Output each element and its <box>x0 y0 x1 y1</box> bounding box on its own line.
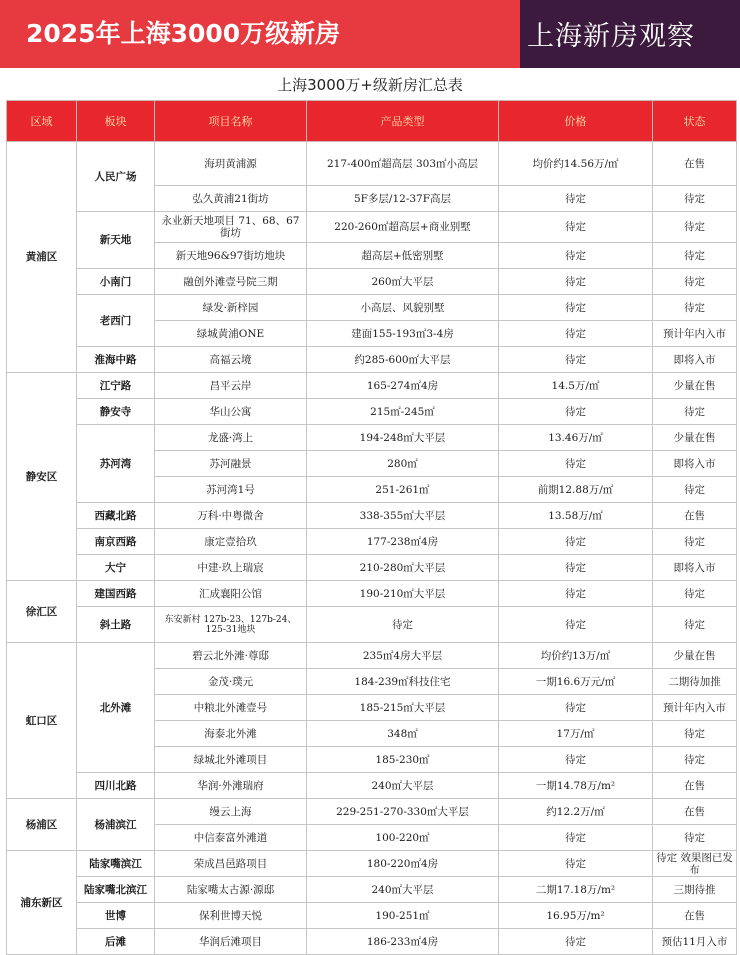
column-header-region: 区域 <box>7 101 77 142</box>
block-cell: 南京西路 <box>77 529 155 555</box>
table-row <box>7 269 737 295</box>
price-cell: 待定 <box>499 243 653 269</box>
table-row <box>7 851 737 877</box>
status-cell: 待定 <box>653 269 737 295</box>
status-cell: 三期待推 <box>653 877 737 903</box>
project-cell: 绿城北外滩项目 <box>155 747 307 773</box>
block-cell: 建国西路 <box>77 581 155 607</box>
block-cell: 小南门 <box>77 269 155 295</box>
region-cell: 杨浦区 <box>7 799 77 851</box>
status-cell: 即将入市 <box>653 451 737 477</box>
price-cell: 待定 <box>499 929 653 955</box>
price-cell: 待定 <box>499 581 653 607</box>
product-cell: 177-238㎡4房 <box>307 529 499 555</box>
status-cell: 待定 <box>653 529 737 555</box>
product-cell: 5F多层/12-37F高层 <box>307 186 499 212</box>
table-title: 上海3000万+级新房汇总表 <box>277 76 463 94</box>
status-cell: 在售 <box>653 799 737 825</box>
table-row <box>7 529 737 555</box>
block-cell: 人民广场 <box>77 142 155 212</box>
project-cell: 碧云北外滩·尊邸 <box>155 643 307 669</box>
table-row <box>7 347 737 373</box>
status-cell: 少量在售 <box>653 425 737 451</box>
price-cell: 待定 <box>499 555 653 581</box>
project-cell: 高福云境 <box>155 347 307 373</box>
price-cell: 一期14.78万/m² <box>499 773 653 799</box>
table-row <box>7 799 737 825</box>
table-row <box>7 555 737 581</box>
price-cell: 待定 <box>499 347 653 373</box>
block-cell: 四川北路 <box>77 773 155 799</box>
product-cell: 185-230㎡ <box>307 747 499 773</box>
price-cell: 待定 <box>499 269 653 295</box>
price-cell: 待定 <box>499 747 653 773</box>
table-row <box>7 142 737 186</box>
table-row <box>7 903 737 929</box>
table-header-row <box>7 101 737 142</box>
price-cell: 待定 <box>499 695 653 721</box>
column-header-project: 项目名称 <box>155 101 307 142</box>
product-cell: 185-215㎡大平层 <box>307 695 499 721</box>
product-cell: 229-251-270-330㎡大平层 <box>307 799 499 825</box>
status-cell: 待定 效果图已发布 <box>653 851 737 877</box>
price-cell: 一期16.6万元/㎡ <box>499 669 653 695</box>
product-cell: 待定 <box>307 607 499 643</box>
status-cell: 在售 <box>653 903 737 929</box>
column-header-block: 板块 <box>77 101 155 142</box>
product-cell: 280㎡ <box>307 451 499 477</box>
status-cell: 即将入市 <box>653 555 737 581</box>
project-cell: 中粮北外滩壹号 <box>155 695 307 721</box>
block-cell: 江宁路 <box>77 373 155 399</box>
project-cell: 新天地96&97街坊地块 <box>155 243 307 269</box>
status-cell: 二期待加推 <box>653 669 737 695</box>
price-cell: 16.95万/m² <box>499 903 653 929</box>
price-cell: 待定 <box>499 825 653 851</box>
status-cell: 待定 <box>653 399 737 425</box>
product-cell: 165-274㎡4房 <box>307 373 499 399</box>
project-cell: 绿城黄浦ONE <box>155 321 307 347</box>
region-cell: 虹口区 <box>7 643 77 799</box>
price-cell: 前期12.88万/㎡ <box>499 477 653 503</box>
project-cell: 金茂·璞元 <box>155 669 307 695</box>
table-row <box>7 399 737 425</box>
price-cell: 17万/㎡ <box>499 721 653 747</box>
status-cell: 待定 <box>653 295 737 321</box>
status-cell: 预计年内入市 <box>653 321 737 347</box>
price-cell: 均价约14.56万/㎡ <box>499 142 653 186</box>
price-cell: 14.5万/㎡ <box>499 373 653 399</box>
project-cell: 华润·外滩瑞府 <box>155 773 307 799</box>
status-cell: 待定 <box>653 243 737 269</box>
block-cell: 苏河湾 <box>77 425 155 503</box>
project-cell: 汇成襄阳公馆 <box>155 581 307 607</box>
project-cell: 陆家嘴太古源·源邸 <box>155 877 307 903</box>
price-cell: 待定 <box>499 321 653 347</box>
product-cell: 251-261㎡ <box>307 477 499 503</box>
project-cell: 海玥黄浦源 <box>155 142 307 186</box>
product-cell: 217-400㎡超高层 303㎡小高层 <box>307 142 499 186</box>
region-cell: 静安区 <box>7 373 77 581</box>
price-cell: 二期17.18万/m² <box>499 877 653 903</box>
project-cell: 昌平云岸 <box>155 373 307 399</box>
product-cell: 235㎡4房大平层 <box>307 643 499 669</box>
status-cell: 预估11月入市 <box>653 929 737 955</box>
block-cell: 后滩 <box>77 929 155 955</box>
project-cell: 海泰北外滩 <box>155 721 307 747</box>
table-row <box>7 643 737 669</box>
price-cell: 约12.2万/㎡ <box>499 799 653 825</box>
status-cell: 待定 <box>653 477 737 503</box>
product-cell: 190-210㎡大平层 <box>307 581 499 607</box>
project-cell: 弘久黄浦21街坊 <box>155 186 307 212</box>
block-cell: 北外滩 <box>77 643 155 773</box>
product-cell: 186-233㎡4房 <box>307 929 499 955</box>
block-cell: 淮海中路 <box>77 347 155 373</box>
status-cell: 待定 <box>653 186 737 212</box>
block-cell: 新天地 <box>77 212 155 269</box>
project-cell: 中信泰富外滩道 <box>155 825 307 851</box>
project-cell: 保利世博天悦 <box>155 903 307 929</box>
project-cell: 永业新天地项目 71、68、67街坊 <box>155 212 307 243</box>
status-cell: 少量在售 <box>653 643 737 669</box>
status-cell: 待定 <box>653 747 737 773</box>
status-cell: 待定 <box>653 721 737 747</box>
product-cell: 338-355㎡大平层 <box>307 503 499 529</box>
block-cell: 杨浦滨江 <box>77 799 155 851</box>
status-cell: 待定 <box>653 581 737 607</box>
table-row <box>7 295 737 321</box>
project-cell: 华山公寓 <box>155 399 307 425</box>
product-cell: 240㎡大平层 <box>307 877 499 903</box>
price-cell: 待定 <box>499 851 653 877</box>
product-cell: 215㎡-245㎡ <box>307 399 499 425</box>
table-row <box>7 212 737 243</box>
price-cell: 均价约13万/㎡ <box>499 643 653 669</box>
region-cell: 徐汇区 <box>7 581 77 643</box>
project-cell: 康定壹拾玖 <box>155 529 307 555</box>
product-cell: 建面155-193㎡3-4房 <box>307 321 499 347</box>
price-cell: 待定 <box>499 607 653 643</box>
header-banner <box>0 0 740 68</box>
block-cell: 世博 <box>77 903 155 929</box>
project-cell: 绿发·新梓园 <box>155 295 307 321</box>
project-cell: 缦云上海 <box>155 799 307 825</box>
block-cell: 大宁 <box>77 555 155 581</box>
product-cell: 约285-600㎡大平层 <box>307 347 499 373</box>
project-cell: 东安新村 127b-23、127b-24、125-31地块 <box>155 607 307 643</box>
status-cell: 预计年内入市 <box>653 695 737 721</box>
project-cell: 华润后滩项目 <box>155 929 307 955</box>
region-cell: 黄浦区 <box>7 142 77 373</box>
table-row <box>7 373 737 399</box>
price-cell: 待定 <box>499 529 653 555</box>
block-cell: 陆家嘴北滨江 <box>77 877 155 903</box>
product-cell: 240㎡大平层 <box>307 773 499 799</box>
status-cell: 在售 <box>653 503 737 529</box>
status-cell: 待定 <box>653 607 737 643</box>
project-cell: 万科·中粤微舍 <box>155 503 307 529</box>
table-row <box>7 503 737 529</box>
price-cell: 待定 <box>499 186 653 212</box>
table-row <box>7 877 737 903</box>
price-cell: 13.58万/㎡ <box>499 503 653 529</box>
summary-table <box>6 100 737 955</box>
price-cell: 待定 <box>499 212 653 243</box>
product-cell: 100-220㎡ <box>307 825 499 851</box>
product-cell: 190-251㎡ <box>307 903 499 929</box>
product-cell: 184-239㎡科技住宅 <box>307 669 499 695</box>
status-cell: 在售 <box>653 773 737 799</box>
project-cell: 龙盛·湾上 <box>155 425 307 451</box>
table-row <box>7 773 737 799</box>
product-cell: 小高层、风貌别墅 <box>307 295 499 321</box>
block-cell: 静安寺 <box>77 399 155 425</box>
product-cell: 348㎡ <box>307 721 499 747</box>
status-cell: 即将入市 <box>653 347 737 373</box>
status-cell: 在售 <box>653 142 737 186</box>
status-cell: 待定 <box>653 825 737 851</box>
price-cell: 13.46万/㎡ <box>499 425 653 451</box>
block-cell: 老西门 <box>77 295 155 347</box>
block-cell: 西藏北路 <box>77 503 155 529</box>
status-cell: 待定 <box>653 212 737 243</box>
project-cell: 融创外滩壹号院三期 <box>155 269 307 295</box>
table-row <box>7 581 737 607</box>
status-cell: 少量在售 <box>653 373 737 399</box>
banner-title: 2025年上海3000万级新房 <box>26 19 341 48</box>
project-cell: 苏河融景 <box>155 451 307 477</box>
project-cell: 苏河湾1号 <box>155 477 307 503</box>
column-header-price: 价格 <box>499 101 653 142</box>
product-cell: 180-220㎡4房 <box>307 851 499 877</box>
price-cell: 待定 <box>499 451 653 477</box>
product-cell: 260㎡大平层 <box>307 269 499 295</box>
region-cell: 浦东新区 <box>7 851 77 955</box>
column-header-product: 产品类型 <box>307 101 499 142</box>
project-cell: 荣成昌邑路项目 <box>155 851 307 877</box>
product-cell: 超高层+低密别墅 <box>307 243 499 269</box>
block-cell: 陆家嘴滨江 <box>77 851 155 877</box>
price-cell: 待定 <box>499 295 653 321</box>
table-row <box>7 425 737 451</box>
product-cell: 210-280㎡大平层 <box>307 555 499 581</box>
column-header-status: 状态 <box>653 101 737 142</box>
block-cell: 斜土路 <box>77 607 155 643</box>
product-cell: 194-248㎡大平层 <box>307 425 499 451</box>
table-row <box>7 607 737 643</box>
brand-name: 上海新房观察 <box>527 21 695 52</box>
price-cell: 待定 <box>499 399 653 425</box>
product-cell: 220-260㎡超高层+商业别墅 <box>307 212 499 243</box>
project-cell: 中建·玖上瑞宸 <box>155 555 307 581</box>
